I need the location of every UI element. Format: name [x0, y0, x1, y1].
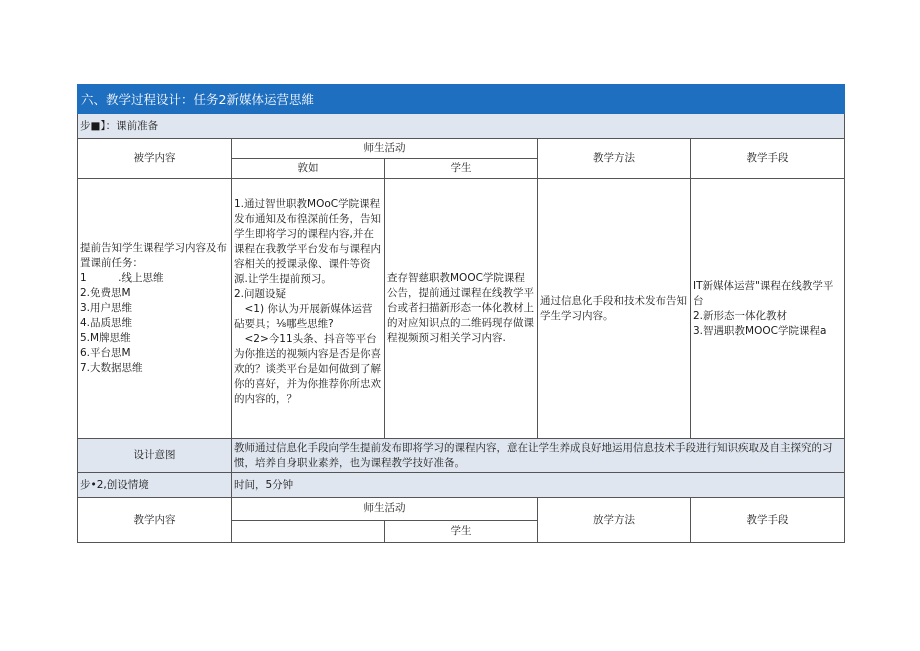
content-list-item: 7.大数据思维: [80, 362, 143, 374]
step2-header-content: 教学内容: [78, 498, 232, 543]
step2-row: [78, 473, 845, 498]
design-row: [78, 439, 845, 473]
content-list-item: 5.M牌思维: [80, 332, 131, 344]
step1-header-student: 学生: [385, 159, 538, 179]
step2-header-student: 学生: [385, 520, 538, 543]
step1-header-row: [78, 139, 845, 159]
section-title-row: [78, 85, 845, 114]
means-list-item: 2.新形态一体化教材: [693, 309, 788, 322]
step1-header-teacher: 敦如: [232, 159, 385, 179]
step1-student-cell: 查存智慈职教MOOC学院课程公告，提前通过课程在线教学平台或者扫描新形态一体化教材上的对应知识点的二维码现存做课程视频预习相关学习内容.: [385, 179, 538, 439]
step1-header-content: 被学内容: [78, 139, 232, 179]
step1-row: [78, 114, 845, 139]
content-list: [80, 271, 229, 376]
content-list-item: 2.免费思M: [80, 287, 131, 299]
design-text: 教师通过信息化手段向学生提前发布即将学习的课程内容，意在让学生养成良好地运用信息技术手段进行知识疾取及自主探究的习惯，培养自身职业素养，也为课程教学技好准备。: [232, 439, 845, 473]
step1-content-cell: [78, 179, 232, 439]
step1-header-means: 教学手段: [691, 139, 845, 179]
step2-header-activity: 师生活动: [232, 498, 538, 521]
design-label: 设计意图: [78, 439, 232, 473]
step1-teacher-cell: 1.通过智世职教MOoC学院课程发布通知及布徨深前任务，告知学生即将学习的课程内容,并在课程在我教学平台发布与课程内容相关的授课录像、课件等资源.让学生提前预习。 2.问题设疑 <1) 你认为开展新媒体运营砧要具；⅛哪些思维? <2>今11头条、抖音等平台为你推送的视频内容是否是你喜欢的？谈类平台是如何做到了解你的喜好，并为你推荐你所忠欢的内容的，？: [232, 179, 385, 439]
content-list-item: 6.平台思M: [80, 347, 131, 359]
step2-header-row: [78, 498, 845, 521]
step1-header-method: 教学方法: [538, 139, 691, 179]
content-list-item: 3.用户思维: [80, 302, 133, 314]
step2-header-method: 放学方法: [538, 498, 691, 543]
step1-header-activity: 师生活动: [232, 139, 538, 159]
content-intro: 提前告知学生课程学习内容及布置课前任务：: [80, 242, 227, 269]
content-list-item: 1 .线上思维: [80, 272, 164, 284]
means-list-item: 3.智遇职教MOOC学院课程a: [693, 324, 827, 337]
means-list: [693, 279, 842, 339]
step2-header-means: 教学手段: [691, 498, 845, 543]
means-list-item: IT新媒体运营"课程在线教学平台: [693, 279, 834, 307]
step1-means-cell: [691, 179, 845, 439]
step2-label: 步•2,创设情境: [78, 473, 232, 498]
lesson-plan-table: [77, 84, 845, 543]
content-list-item: 4.品质思维: [80, 317, 133, 329]
step1-method-cell: 通过信息化手段和技术发布告知学生学习内容。: [538, 179, 691, 439]
step1-body-row: [78, 179, 845, 439]
section-title: 六、教学过程设计：任务2新媒体运营思維: [78, 85, 845, 114]
step2-header-teacher: [232, 520, 385, 543]
step2-time: 时间，5分钟: [232, 473, 845, 498]
step1-label: 步■】：课前准备: [78, 114, 845, 139]
